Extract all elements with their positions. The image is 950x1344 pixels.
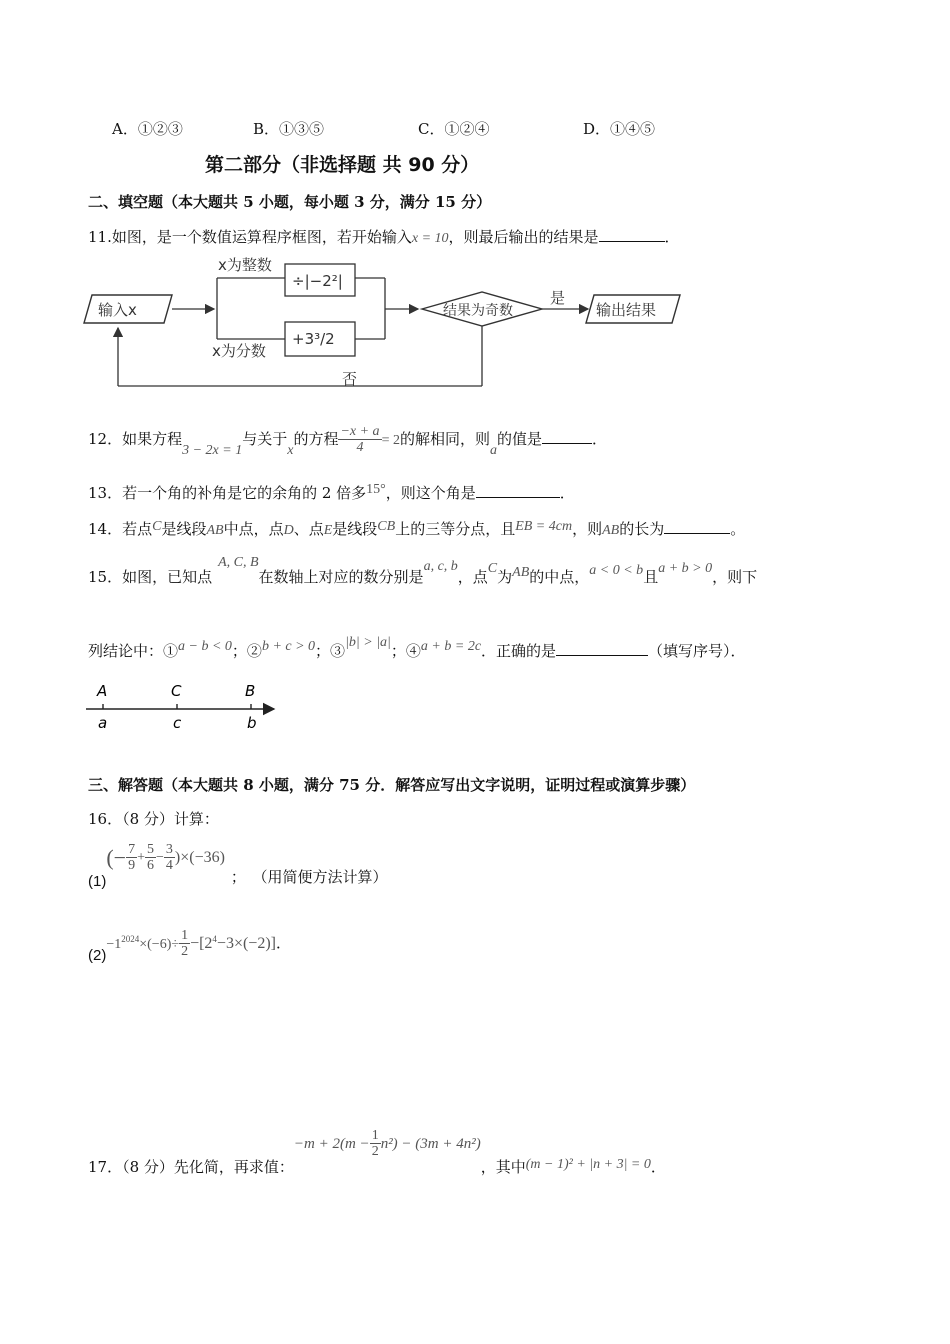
q16-p2-a: −1 — [106, 936, 122, 952]
part-title: 第二部分（非选择题 共 90 分） — [205, 154, 480, 176]
q15-t4: 为 — [497, 568, 513, 586]
q14-d: D — [283, 523, 294, 538]
q14-line — [88, 518, 745, 539]
q16-p1-frac1 — [126, 842, 137, 874]
q16-p1-note: （用简便方法计算） — [259, 867, 388, 886]
choice-c: C．①②④ — [418, 120, 490, 138]
q17-line — [88, 1128, 666, 1176]
choice-d: D．①④⑤ — [583, 120, 656, 138]
q11-flowchart — [80, 250, 700, 395]
q17-frac — [370, 1128, 381, 1160]
q11-end: ． — [664, 228, 680, 246]
q15-t6: 且 — [643, 568, 659, 586]
q12-text5: 的值是 — [496, 429, 542, 448]
q16-p2-fd: 2 — [181, 944, 189, 960]
q15-s2: b + c > 0 — [261, 639, 316, 654]
q14-t2: 是线段 — [161, 520, 207, 538]
q12-text3: 的方程 — [293, 429, 339, 448]
q16-p1-plus: + — [137, 849, 145, 865]
q12-line — [88, 424, 607, 456]
flow-yes-label: 是 — [550, 289, 566, 307]
q15-t1: 15．如图，已知点 — [88, 568, 213, 586]
q15-number-line — [84, 680, 284, 736]
q15-c: C — [487, 561, 498, 576]
q17-e2: n²) − (3m + 4n²) — [380, 1135, 481, 1152]
q15-line2b: ；② — [231, 642, 262, 660]
q16-p2-exp: 2024 — [121, 933, 140, 944]
q14-ab2: AB — [602, 523, 620, 538]
q14-c: C — [152, 519, 162, 534]
q15-cond1: a < 0 < b — [589, 563, 644, 578]
q16-p1-label: (1) — [88, 872, 107, 890]
flow-no-label: 否 — [342, 370, 358, 388]
q16-p2-end: ． — [275, 933, 291, 952]
q15-t2: 在数轴上对应的数分别是 — [258, 568, 424, 586]
q11-line — [88, 226, 680, 247]
q17-head: 17．（8 分）先化简，再求值： — [88, 1157, 294, 1176]
q11-text-before: 11.如图，是一个数值运算程序框图，若开始输入 — [88, 228, 412, 246]
q16-p1-minus: − — [155, 849, 164, 865]
q15-line2a: 列结论中：① — [88, 642, 179, 660]
q12-frac-den: 4 — [356, 440, 364, 456]
q16-p1-frac3 — [164, 842, 175, 874]
flow-op-fraction: +3³/2 — [292, 330, 335, 348]
q14-ab: AB — [206, 523, 224, 538]
q16-p2-c: −[2 — [190, 934, 213, 952]
q16-p1-f1d: 9 — [128, 858, 136, 874]
axis-label-B: B — [245, 682, 256, 700]
q17-e1: −m + 2(m − — [293, 1135, 370, 1152]
q12-frac-rhs: = 2 — [381, 432, 400, 448]
q13-line — [88, 482, 575, 503]
q16-p1-f3d: 4 — [165, 858, 173, 874]
axis-value-a: a — [98, 714, 108, 732]
q11-text-after: ，则最后输出的结果是 — [448, 228, 599, 246]
q16-p2-b: ×(−6)÷ — [139, 936, 180, 952]
flow-decision-text: 结果为奇数 — [443, 303, 513, 319]
q16-p1-lparen: (− — [106, 844, 127, 870]
q12-frac-num: −x + a — [340, 424, 380, 439]
q12-end: ． — [592, 429, 608, 448]
q17-cond: (m − 1)² + |n + 3| = 0 — [525, 1156, 651, 1172]
q16-p1-f1n: 7 — [128, 842, 136, 857]
q12-text4: 的解相同，则 — [399, 429, 490, 448]
q15-line2c: ；③ — [315, 642, 346, 660]
choice-a: A．①②③ — [112, 120, 183, 138]
q14-eb: EB = 4cm — [515, 519, 573, 534]
choice-b: B．①③⑤ — [253, 120, 325, 138]
q13-end: ． — [559, 484, 575, 502]
q15-t7: ，则下 — [712, 568, 758, 586]
q12-fraction — [338, 424, 381, 456]
q14-t3: 中点，点 — [223, 520, 284, 538]
q17-fn: 1 — [371, 1128, 379, 1143]
q15-cond2: a + b > 0 — [658, 561, 713, 576]
flow-input-text: 输入x — [98, 301, 137, 319]
q16-p2-fn: 1 — [181, 928, 189, 943]
q16-part1 — [88, 842, 388, 890]
q16-p1-rparen: )×(−36) — [174, 848, 225, 866]
flow-integer-label: x为整数 — [218, 256, 272, 274]
q13-text1: 13．若一个角的补角是它的余角的 2 倍多 — [88, 484, 367, 502]
q14-t5: 是线段 — [332, 520, 378, 538]
axis-value-b: b — [247, 714, 257, 732]
q14-t6: 上的三等分点，且 — [395, 520, 516, 538]
q12-text2: 与关于 — [242, 429, 288, 448]
q15-s4: a + b = 2c — [420, 639, 482, 654]
q15-line2f: （填写序号）． — [648, 642, 746, 660]
flow-output-text: 输出结果 — [596, 301, 657, 319]
q16-p2-frac — [179, 928, 190, 960]
q16-p1-sep: ； — [230, 867, 246, 886]
q16-p1-f2n: 5 — [146, 842, 154, 857]
q15-s1: a − b < 0 — [178, 639, 232, 654]
q15-line1 — [88, 555, 758, 587]
axis-value-c: c — [173, 714, 182, 732]
q16-p1-frac2 — [145, 842, 156, 874]
q13-answer-blank — [476, 483, 560, 498]
q16-p1-f3n: 3 — [165, 842, 173, 857]
q15-line2 — [88, 635, 746, 661]
q14-t8: 的长为 — [619, 520, 665, 538]
flow-fraction-label: x为分数 — [212, 342, 266, 360]
q11-answer-blank — [599, 227, 665, 242]
q15-vals: a, c, b — [423, 559, 458, 574]
q14-t7: ，则 — [572, 520, 603, 538]
q12-answer-blank — [542, 429, 592, 444]
q11-expr: x = 10 — [411, 231, 449, 246]
q12-var2: a — [489, 442, 497, 458]
q14-cb: CB — [377, 519, 396, 534]
q12-text1: 12．如果方程 — [88, 429, 183, 448]
q16-part2 — [88, 928, 291, 964]
q15-ab: AB — [512, 565, 530, 580]
q15-line2d: ；④ — [390, 642, 421, 660]
q15-pts: A, C, B — [218, 555, 259, 570]
q16-p2-exp2: 4 — [212, 933, 217, 944]
q12-var: x — [287, 442, 294, 458]
q14-t1: 14．若点 — [88, 520, 153, 538]
axis-label-A: A — [97, 682, 108, 700]
q16-p1-f2d: 6 — [146, 858, 154, 874]
q12-eq1: 3 − 2x = 1 — [182, 442, 243, 458]
q17-fd: 2 — [371, 1144, 379, 1160]
section2-heading: 二、填空题（本大题共 5 小题，每小题 3 分，满分 15 分） — [88, 193, 492, 211]
q15-answer-blank — [556, 641, 648, 656]
q14-t4: 、点 — [293, 520, 324, 538]
q15-t5: 的中点， — [529, 568, 590, 586]
q13-deg: 15° — [366, 482, 386, 497]
q16-p2-d: −3×(−2)] — [216, 934, 276, 952]
q14-e: E — [323, 523, 333, 538]
q14-answer-blank — [664, 519, 730, 534]
q13-text2: ，则这个角是 — [385, 484, 476, 502]
q16-p2-label: (2) — [88, 946, 107, 964]
q17-end: ． — [650, 1157, 666, 1176]
q17-mid: ，其中 — [480, 1157, 526, 1176]
section3-heading: 三、解答题（本大题共 8 小题，满分 75 分．解答应写出文字说明，证明过程或演算步骤） — [88, 776, 696, 794]
q15-s3: |b| > |a| — [345, 635, 391, 650]
q15-line2e: ．正确的是 — [481, 642, 557, 660]
flow-op-integer: ÷|−2²| — [292, 272, 343, 290]
q16-head: 16．（8 分）计算： — [88, 810, 219, 828]
q15-t3: ，点 — [457, 568, 488, 586]
axis-label-C: C — [171, 682, 182, 700]
q14-end: 。 — [730, 520, 746, 538]
